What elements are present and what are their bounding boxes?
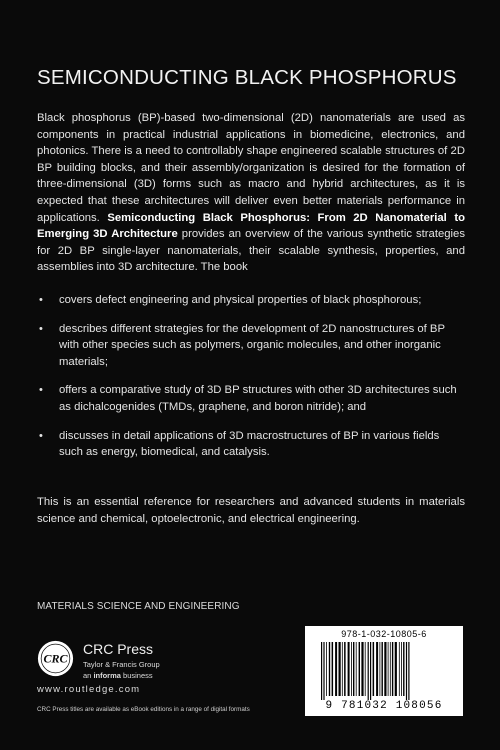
bullet-icon: •	[39, 294, 43, 306]
bullet-icon: •	[39, 429, 43, 442]
list-item	[37, 428, 465, 461]
list-item	[37, 382, 465, 415]
bullet-icon: •	[39, 322, 43, 335]
business-prefix: an	[83, 671, 94, 680]
list-item-text: discusses in detail applications of 3D macrostructures of BP in various fields such as energy, biomedical, and catalysis.	[59, 429, 440, 459]
list-item-text: covers defect engineering and physical properties of black phosphorous;	[59, 294, 422, 306]
ean-number: 9 781032 108056	[325, 700, 443, 712]
bullet-icon: •	[39, 384, 43, 397]
business-brand: informa	[93, 671, 121, 680]
barcode-bars-icon	[319, 642, 449, 700]
book-title: SEMICONDUCTING BLACK PHOSPHORUS	[37, 66, 457, 89]
isbn-barcode	[305, 626, 463, 716]
publisher-business-line	[83, 671, 153, 680]
list-item	[37, 292, 465, 309]
intro-text-1: Black phosphorus (BP)-based two-dimensional (2D) nanomaterials are used as components in practical industrial applications in biomedicine, electronics, and photonics. There is a need to controllably shape engineered scalable structures of 2D BP building blocks, and their assembly/organization is desired for the formation of three-dimensional (3D) forms such as macro and hybrid architectures, as it is expected that these architectures will deliver even better materials performance in applications.	[37, 112, 465, 224]
list-item	[37, 321, 465, 371]
intro-paragraph	[37, 110, 465, 276]
intro-text-2: provides an overview of the various synthetic strategies for 2D BP single-layer nanomaterials, their scalable synthesis, properties, and assemblies into 3D architecture. The book	[37, 228, 465, 274]
ebook-footnote: CRC Press titles are available as eBook editions in a range of digital formats	[37, 706, 250, 713]
feature-list	[37, 292, 465, 473]
isbn-number: 978-1-032-10805-6	[341, 629, 427, 639]
closing-paragraph: This is an essential reference for researchers and advanced students in materials science and chemical, optoelectronic, and electrical engineering.	[37, 496, 465, 525]
list-item-text: describes different strategies for the development of 2D nanostructures of BP with other species such as polymers, organic molecules, and other inorganic materials;	[59, 322, 445, 368]
business-suffix: business	[120, 671, 153, 680]
logo-text: CRC	[43, 651, 68, 666]
list-item-text: offers a comparative study of 3D BP structures with other 3D architectures such as dichalcogenides (TMDs, graphene, and boron nitride); and	[59, 384, 457, 413]
subject-category: MATERIALS SCIENCE AND ENGINEERING	[37, 601, 240, 612]
publisher-group: Taylor & Francis Group	[83, 660, 160, 669]
publisher-website: www.routledge.com	[37, 684, 141, 695]
publisher-name: CRC Press	[83, 641, 154, 657]
intro-book-title-bold: Semiconducting Black Phosphorus: From 2D Nanomaterial to Emerging 3D Architecture	[37, 211, 465, 241]
crc-press-logo-icon	[37, 640, 74, 677]
